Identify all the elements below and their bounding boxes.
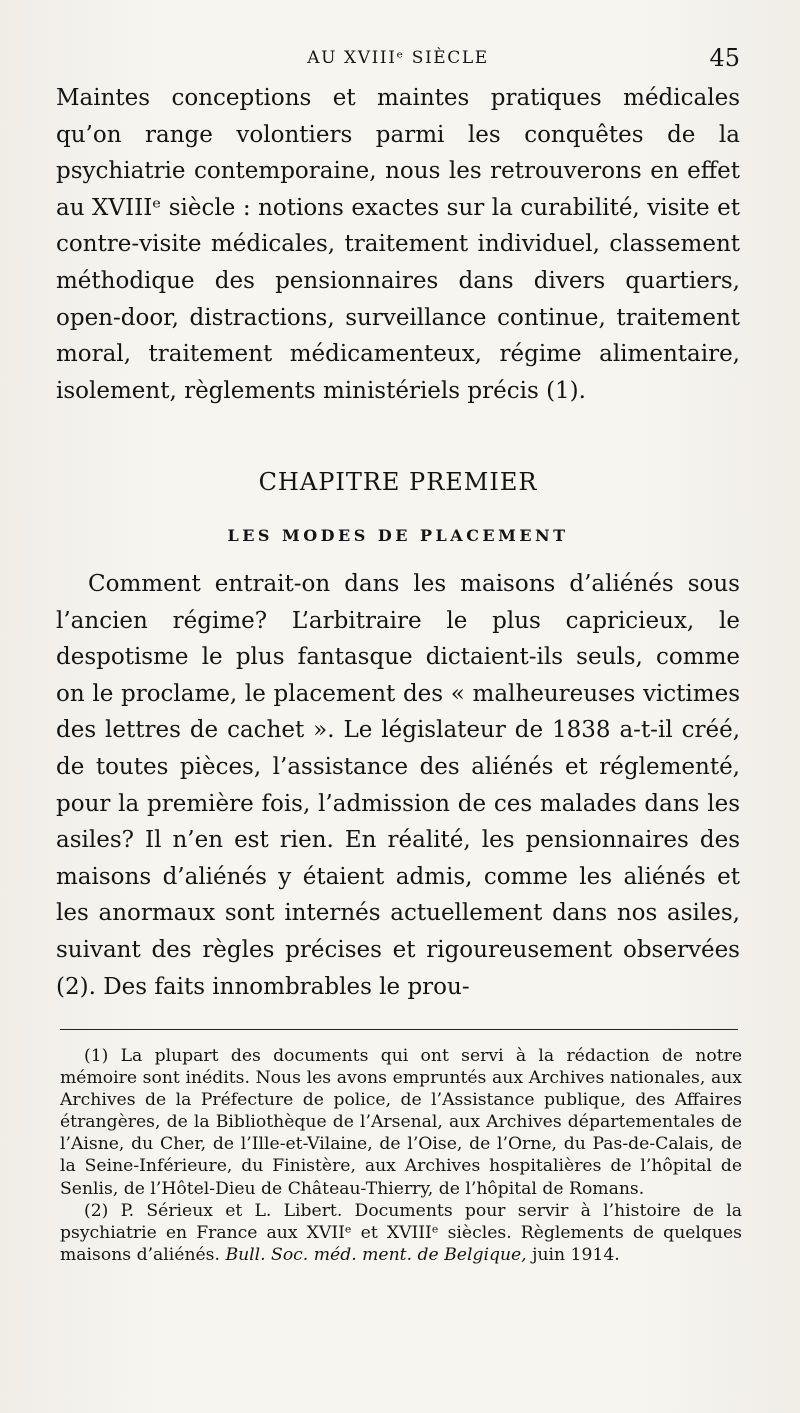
main-paragraph: Comment entrait-on dans les maisons d’aliénés sous l’ancien régime? L’arbitraire le plus capricieux, le despotisme le plus fantasque dictaient-ils seuls, comme on le proclame, le placement des « malheureuses victimes des lettres de cachet ». Le législateur de 1838 a-t-il créé, de toutes pièces, l’assistance des aliénés et réglementé, pour la première fois, l’admission de ces malades dans les asiles? Il n’en est rien. En réalité, les pensionnaires des maisons d’aliénés y étaient admis, comme les aliénés et les anormaux sont internés actuellement dans nos asiles, suivant des règles précises et rigoureusement observées (2). Des faits innombrables le prou- <box>56 571 740 1000</box>
running-title: AU XVIIIᵉ SIÈCLE <box>307 48 489 68</box>
chapter-title: CHAPITRE PREMIER <box>258 468 538 496</box>
footnote-2-date: juin 1914. <box>532 1244 620 1265</box>
footnote-2 <box>60 1200 742 1266</box>
footnote-1: (1) La plupart des documents qui ont servi à la rédaction de notre mémoire sont inédits. Nous les avons empruntés aux Archives nationales, aux Archives de la Préfecture de police, de l’Assistance publique, des Affaires étrangères, de la Bibliothèque de l’Arsenal, aux Archives départementales de l’Aisne, du Cher, de l’Ille-et-Vilaine, de l’Oise, de l’Orne, du Pas-de-Calais, de la Seine-Inférieure, du Finistère, aux Archives hospitalières de l’hôpital de Senlis, de l’Hôtel-Dieu de Château-Thierry, de l’hôpital de Romans. <box>60 1046 742 1199</box>
intro-paragraph-block <box>56 80 740 409</box>
chapter-subtitle: LES MODES DE PLACEMENT <box>227 526 569 545</box>
intro-paragraph: Maintes conceptions et maintes pratiques médicales qu’on range volontiers parmi les conquêtes de la psychiatrie contemporaine, nous les retrouverons en effet au XVIIIᵉ siècle : notions exactes sur la curabilité, visite et contre-visite médicales, traitement individuel, classement méthodique des pensionnaires dans divers quartiers, open-door, distractions, surveillance continue, traitement moral, traitement médicamenteux, régime alimentaire, isolement, règlements ministériels précis (1). <box>56 85 740 404</box>
running-head <box>56 42 740 74</box>
page-number: 45 <box>709 44 740 72</box>
footnote-2-journal: Bull. Soc. méd. ment. de Belgique, <box>225 1244 527 1265</box>
footnote-2-text: (2) P. Sérieux et L. Libert. Documents pour servir à l’histoire de la psychiatrie en France aux XVIIᵉ et XVIIIᵉ siècles. Règlements de quelques maisons d’aliénés. <box>60 1200 742 1265</box>
footnotes <box>60 1045 742 1266</box>
footnote-rule <box>60 1029 738 1030</box>
main-paragraph-block <box>56 566 740 1005</box>
